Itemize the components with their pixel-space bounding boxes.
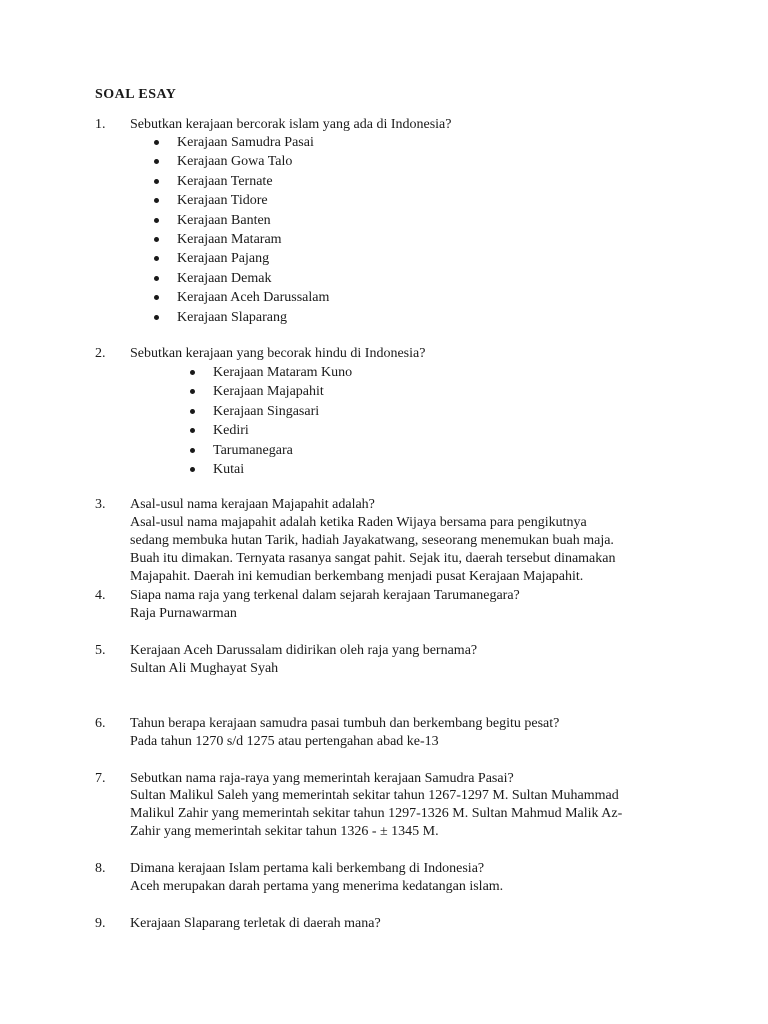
question-5-number: 5. xyxy=(95,643,106,658)
list-item xyxy=(154,172,554,191)
question-3-number: 3. xyxy=(95,497,106,512)
bullet-icon xyxy=(190,370,195,375)
bullet-icon xyxy=(154,315,159,320)
list-item-label: Kerajaan Mataram Kuno xyxy=(213,365,353,380)
question-3-answer-line: Buah itu dimakan. Ternyata rasanya sangat pahit. Sejak itu, daerah tersebut dinamakan xyxy=(130,551,616,566)
list-item-label: Kerajaan Slaparang xyxy=(177,309,287,325)
list-item-label: Kediri xyxy=(213,423,249,439)
bullet-icon xyxy=(154,218,159,223)
list-item-label: Kerajaan Aceh Darussalam xyxy=(177,290,330,306)
question-3-text: Asal-usul nama kerajaan Majapahit adalah? xyxy=(130,497,375,512)
question-7-text: Sebutkan nama raja-raya yang memerintah kerajaan Samudra Pasai? xyxy=(130,771,514,786)
question-4-answer: Raja Purnawarman xyxy=(130,606,237,621)
list-item xyxy=(154,133,554,152)
list-item xyxy=(190,363,590,382)
question-7-answer-line: Malikul Zahir yang memerintah sekitar tahun 1297-1326 M. Sultan Mahmud Malik Az- xyxy=(130,806,623,821)
bullet-icon xyxy=(154,295,159,300)
list-item-label: Kerajaan Demak xyxy=(177,270,272,286)
bullet-icon xyxy=(190,467,195,472)
list-item xyxy=(154,249,554,268)
question-3-answer-line: Asal-usul nama majapahit adalah ketika Raden Wijaya bersama para pengikutnya xyxy=(130,515,587,530)
list-item xyxy=(190,402,590,421)
list-item xyxy=(190,382,590,401)
question-1-number: 1. xyxy=(95,117,106,132)
list-item-label: Kerajaan Tidore xyxy=(177,193,268,209)
question-8-number: 8. xyxy=(95,861,106,876)
question-2-number: 2. xyxy=(95,346,106,361)
bullet-icon xyxy=(154,237,159,242)
bullet-icon xyxy=(154,179,159,184)
list-item xyxy=(154,152,554,171)
question-7-number: 7. xyxy=(95,771,106,786)
list-item xyxy=(154,211,554,230)
question-6-number: 6. xyxy=(95,716,106,731)
question-1-answer-list xyxy=(154,133,554,327)
bullet-icon xyxy=(190,389,195,394)
question-5-text: Kerajaan Aceh Darussalam didirikan oleh raja yang bernama? xyxy=(130,643,478,658)
list-item-label: Kerajaan Banten xyxy=(177,212,271,228)
bullet-icon xyxy=(190,409,195,414)
question-2-answer-list xyxy=(190,363,590,479)
list-item-label: Kerajaan Pajang xyxy=(177,251,270,267)
document-title: SOAL ESAY xyxy=(95,87,177,102)
list-item-label: Kerajaan Singasari xyxy=(213,403,320,419)
list-item-label: Kerajaan Gowa Talo xyxy=(177,154,293,170)
bullet-icon xyxy=(154,140,159,145)
question-6-answer: Pada tahun 1270 s/d 1275 atau pertengahan abad ke-13 xyxy=(130,734,439,749)
bullet-icon xyxy=(190,448,195,453)
question-5-answer: Sultan Ali Mughayat Syah xyxy=(130,661,279,676)
list-item-label: Kerajaan Mataram xyxy=(177,231,282,247)
list-item xyxy=(154,288,554,307)
list-item xyxy=(190,421,590,440)
list-item-label: Tarumanegara xyxy=(213,442,293,458)
question-4-text: Siapa nama raja yang terkenal dalam sejarah kerajaan Tarumanegara? xyxy=(130,588,520,603)
list-item xyxy=(190,441,590,460)
question-6-text: Tahun berapa kerajaan samudra pasai tumbuh dan berkembang begitu pesat? xyxy=(130,716,560,731)
list-item xyxy=(154,230,554,249)
list-item-label: Kerajaan Samudra Pasai xyxy=(177,135,314,150)
bullet-icon xyxy=(154,256,159,261)
list-item xyxy=(154,191,554,210)
question-9-number: 9. xyxy=(95,916,106,931)
question-4-number: 4. xyxy=(95,588,106,603)
list-item xyxy=(154,308,554,327)
question-7-answer-line: Zahir yang memerintah sekitar tahun 1326 - ± 1345 M. xyxy=(130,824,439,839)
bullet-icon xyxy=(154,276,159,281)
question-8-text: Dimana kerajaan Islam pertama kali berkembang di Indonesia? xyxy=(130,861,485,876)
question-7-answer-line: Sultan Malikul Saleh yang memerintah sekitar tahun 1267-1297 M. Sultan Muhammad xyxy=(130,788,619,803)
question-1-text: Sebutkan kerajaan bercorak islam yang ada di Indonesia? xyxy=(130,117,452,132)
question-9-text: Kerajaan Slaparang terletak di daerah mana? xyxy=(130,916,381,931)
question-3-answer-line: sedang membuka hutan Tarik, hadiah Jayakatwang, seseorang menemukan buah maja. xyxy=(130,533,614,548)
list-item-label: Kerajaan Ternate xyxy=(177,173,273,189)
list-item-label: Kerajaan Majapahit xyxy=(213,384,324,400)
bullet-icon xyxy=(190,428,195,433)
bullet-icon xyxy=(154,159,159,164)
question-2-text: Sebutkan kerajaan yang becorak hindu di Indonesia? xyxy=(130,346,426,361)
list-item xyxy=(154,269,554,288)
list-item xyxy=(190,460,590,479)
question-8-answer: Aceh merupakan darah pertama yang menerima kedatangan islam. xyxy=(130,879,504,894)
bullet-icon xyxy=(154,198,159,203)
list-item-label: Kutai xyxy=(213,461,245,477)
question-3-answer-line: Majapahit. Daerah ini kemudian berkembang menjadi pusat Kerajaan Majapahit. xyxy=(130,569,584,584)
